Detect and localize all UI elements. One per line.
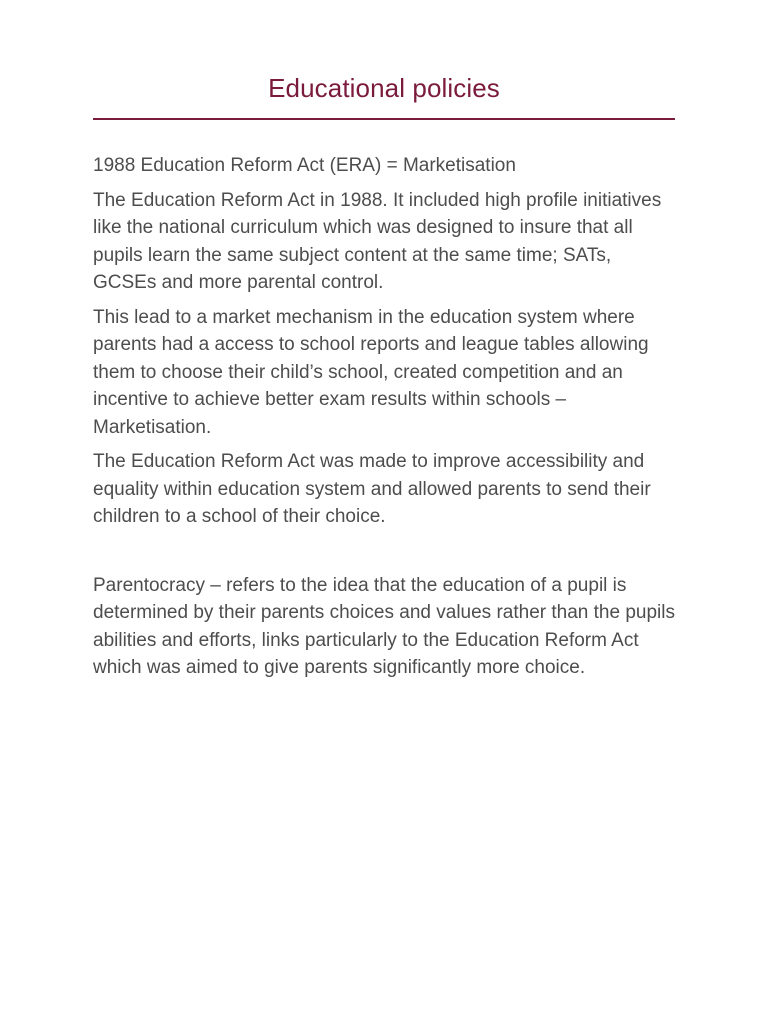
market-mechanism-paragraph: This lead to a market mechanism in the education system where parents had a access to school reports and league tables allowing them to choose their child’s school, created competition and an incentive to achieve better exam results within schools – Marketisation. [93,306,649,438]
era-paragraph: The Education Reform Act in 1988. It included high profile initiatives like the national curriculum which was designed to insure that all pupils learn the same subject content at the same time; SATs, GCSEs and more parental control. [93,189,662,293]
document-body [93,152,675,682]
paragraph-spacer [93,538,675,572]
accessibility-paragraph: The Education Reform Act was made to improve accessibility and equality within education system and allowed parents to send their children to a school of their choice. [93,451,651,527]
title-underline [93,118,675,120]
document-title: Educational policies [268,73,500,103]
document-page [93,0,675,689]
parentocracy-paragraph: Parentocracy – refers to the idea that the education of a pupil is determined by their parents choices and values rather than the pupils abilities and efforts, links particularly to the Education Reform Act which was aimed to give parents significantly more choice. [93,574,675,678]
era-heading: 1988 Education Reform Act (ERA) = Marketisation [93,155,516,176]
